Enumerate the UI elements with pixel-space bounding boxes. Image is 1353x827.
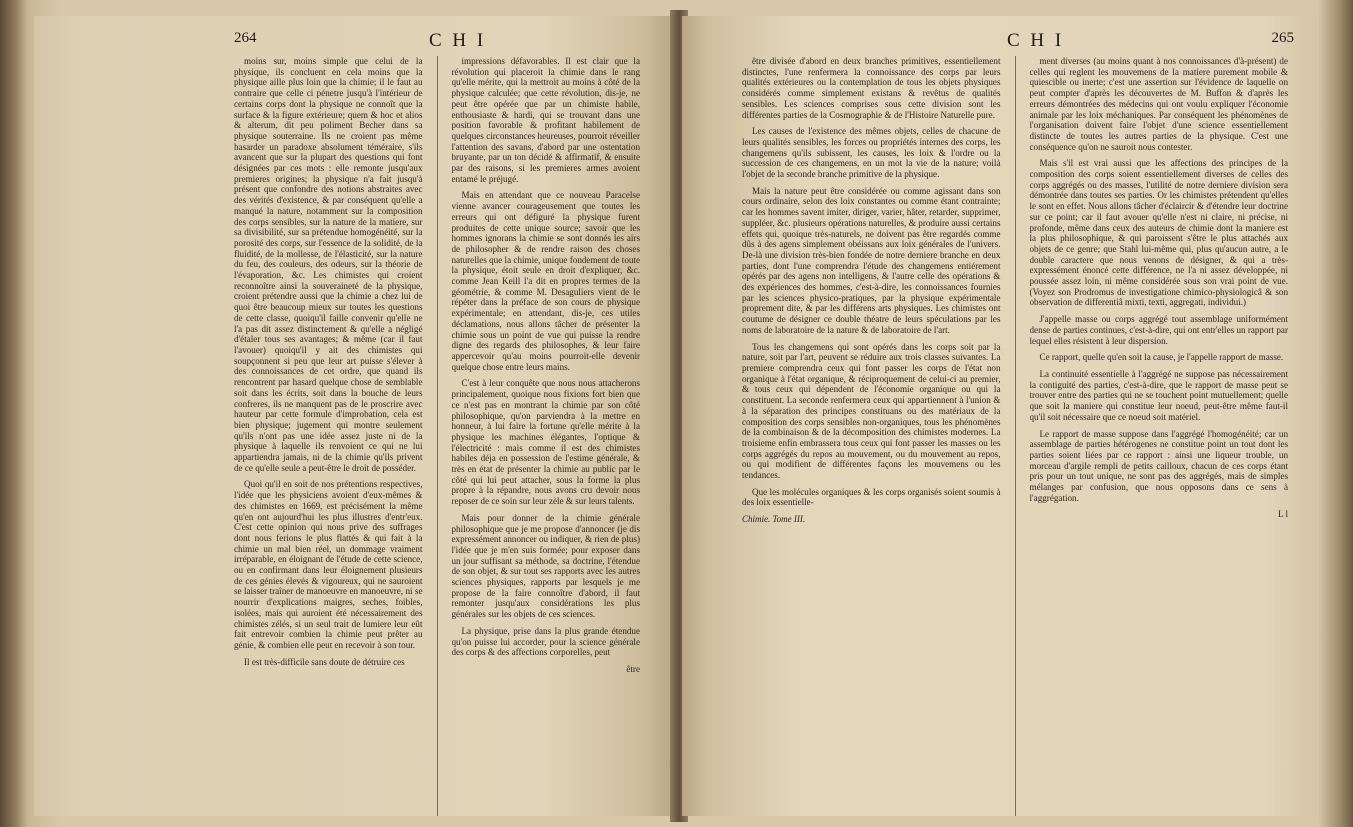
- paragraph: Tous les changemens qui sont opérés dans les corps soit par la nature, soit par l'art, peuvent se réduire aux trois classes suivantes. La premiere comprendra ceux qui font passer les corps de l'état non organique à l'état organique, & réciproquement de celui-ci au premier, & tous ceux qui dépendent de l'économie organique ou qui la constituent. La seconde renfermera ceux qui appartiennent à l'union & à la séparation des principes constituans ou des matériaux de la composition des corps sensibles non-organiques, tous les phénomènes de la combinaison & de la décomposition des chimistes modernes. La troisieme enfin embrassera tous ceux qui font passer les masses ou les corps aggrégés du repos au mouvement, ou du mouvement au repos, ou qui modifient de différentes façons les mouvemens ou les tendances.: [742, 341, 1001, 481]
- paragraph: Les causes de l'existence des mêmes objets, celles de chacune de leurs qualités sensibles, les forces ou propriétés internes des corps, les changemens qu'ils subissent, les causes, les loix & l'ordre ou la succession de ces changemens, en un mot la vie de la nature; voilà l'objet de la seconde branche primitive de la physique.: [742, 126, 1001, 180]
- paragraph: J'appelle masse ou corps aggrégé tout assemblage uniformément dense de parties continues, c'est-à-dire, qui ont entr'elles un rapport par lequel elles résistent à leur dispersion.: [1029, 314, 1288, 346]
- footer-title: Chimie. Tome III.: [742, 514, 806, 525]
- right-page-number: 265: [1271, 30, 1294, 46]
- paragraph: impressions défavorables. Il est clair que la révolution qui placeroit la chimie dans le rang qu'elle mérite, qui la mettroit au moins à côté de la physique calculée; que cette révolution, dis-je, ne peut être opérée que par un chimiste habile, enthousiaste & hardi, qui se trouvant dans une position favorable & profitant habilement de quelques circonstances heureuses, pourroit réveiller l'attention des savans, d'abord par une ostentation bruyante, par un ton décidé & affirmatif, & ensuite par des raisons, si les premieres armes avoient entamé le préjugé.: [451, 56, 640, 184]
- column-rule: [437, 56, 438, 816]
- paragraph: Ce rapport, quelle qu'en soit la cause, je l'appelle rapport de masse.: [1039, 352, 1284, 363]
- right-column-2: [1030, 56, 1289, 816]
- paragraph: Mais la nature peut être considérée ou comme agissant dans son cours ordinaire, selon des loix constantes ou comme étant contrainte; car les hommes savent imiter, diriger, varier, hâter, retarder, supprimer, suppléer, &c. plusieurs opérations naturelles, & produire aussi certains effets qui, quoique très-naturels, ne doivent pas être regardés comme dûs à des agens simplement obéissans aux loix générales de l'univers. De-là une division très-bien fondée de notre derniere branche en deux parties, dont l'une comprendra l'étude des changemens entiérement opérés par des agens non intelligens, & l'autre celle des opérations & des expériences des hommes, c'est-à-dire, les connoissances fournies par les sciences physico-pratiques, par la physique expérimentale proprement dite, & par les différens arts physiques. Les chimistes ont coutume de désigner ce double théatre de leurs spéculations par les noms de laboratoire de la nature & de laboratoire de l'art.: [742, 185, 1001, 335]
- paragraph: moins sur, moins simple que celui de la physique, ils concluent en cela moins que la physique aille plus loin que la chimie; il le faut au contraire que celle ci pénetre jusqu'à l'intérieur de certains corps dont la physique ne connoît que la surface & la figure extérieure; quem & hoc et alios & alterum, dit peu poliment Becher dans sa physique souterraine. Ils ne croient pas même hasarder un paradoxe absolument téméraire, s'ils avancent que sur la plupart des questions qui font désignées par ces mots : elle remonte jusqu'aux premieres origines; la physique n'a fait jusqu'à présent que confondre des notions abstraites avec des vérités d'existence, & par conséquent qu'elle a manqué la nature, notamment sur la composition des corps sensibles, sur la nature de la matiere, sur sa divisibilité, sur sa prétendue homogénéité, sur la porosité des corps, sur l'essence de la solidité, de la fluidité, de la mollesse, de l'élasticité, sur la nature du feu, des couleurs, des odeurs, sur la théorie de l'évaporation, &c. Les chimistes qui croient reconnoître ainsi la souveraineté de la physique, croient prétendre aussi que la chimie a chez lui de quoi être beaucoup mieux sur toutes les questions de cette classe, quoiqu'il faille convenir qu'elle ne l'a pas dit assez distinctement & qu'elle a négligé d'étaler tous ses avantages; & même (car il faut l'avouer) quoiqu'il y ait des chimistes qui soupçonnent si peu que leur art puisse s'élever à des connoissances de cet ordre, que quand ils rencontrent par hasard quelque chose de semblable soit dans les écrits, soit dans la bouche de leurs confreres, ils ne manquent pas de le proscrire avec hauteur par cette formule d'improbation, cela est bien physique; jugement qui montre seulement qu'ils n'ont pas une idée assez juste ni de la physique à laquelle ils renvoient ce qui ne lui appartiendra jamais, ni de la chimie qu'ils privent de ce qu'elle seule a peut-être le droit de posséder.: [234, 56, 423, 473]
- paragraph: être divisée d'abord en deux branches primitives, essentiellement distinctes, l'une renfermera la connoissance des corps par leurs qualités extérieures ou la contemplation de tous les objets physiques considérés comme simplement existans & revêtus de qualités sensibles. Les sciences comprises sous cette division sont les différentes parties de la Cosmographie & de l'Histoire Naturelle pure.: [742, 56, 1001, 120]
- paragraph: Mais en attendant que ce nouveau Paracelse vienne avancer courageusement que toutes les erreurs qui ont défiguré la physique furent produites de cette unique source; savoir que les hommes ignorans la chimie se sont donnés les airs de philosopher & de rendre raison des choses naturelles que la chimie, unique fondement de toute la physique, étoit seule en droit d'expliquer, &c. comme Jean Keill l'a dit en propres termes de la géométrie, & comme M. Desaguliers vient de le répéter dans la préface de son cours de physique expérimentale; en attendant, dis-je, ces utiles déclamations, nous allons tâcher de présenter la chimie sous un point de vue qui puisse la rendre digne des regards des philosophes, & leur faire appercevoir qu'au moins pourroit-elle devenir quelque chose entre leurs mains.: [451, 190, 640, 372]
- paragraph: Mais pour donner de la chimie générale philosophique que je me propose d'annoncer (je dis expressément annoncer ou indiquer, & rien de plus) l'idée que je m'en suis formée; pour exposer dans un jour suffisant sa méthode, sa doctrine, l'étendue de son objet, & sur tout ses rapports avec les autres sciences physiques, rapports par lesquels je me propose de la faire connoître d'abord, il faut remonter jusqu'aux considérations les plus générales sur les objets de ces sciences.: [451, 512, 640, 620]
- catchword: être: [626, 663, 640, 674]
- signature-mark: L l: [1277, 509, 1288, 520]
- left-page: [34, 16, 674, 816]
- paragraph: ment diverses (au moins quant à nos connoissances d'à-présent) de celles qui reglent les mouvemens de la matiere purement mobile & quiescible ou inerte; c'est une assertion sur l'évidence de laquelle on peut compter d'après les découvertes de M. Buffon & d'après les erreurs démontrées des médecins qui ont voulu expliquer l'économie animale par les loix méchaniques. Par conséquent les phénomènes de l'organisation doivent faire l'objet d'une science essentiellement distincte de toutes les autres parties de la physique. C'est une conséquence qu'on ne sauroit nous contester.: [1029, 56, 1288, 152]
- page-edge: [1317, 0, 1353, 827]
- left-columns: [234, 56, 640, 816]
- right-columns: [742, 56, 1288, 816]
- left-column-2: [452, 56, 641, 816]
- paragraph: C'est à leur conquête que nous nous attacherons principalement, quoique nous fixions fort bien que ce n'est pas en montrant la chimie par son côté philosophique, qu'on parviendra à la mettre en honneur, à lui faire la fortune qu'elle mérite à la physique les machines élégantes, l'optique & l'électricité : mais comme il est des chimistes habiles déja en possession de l'estime générale, & très en état de présenter la chimie au public par le côté qui lui peut attacher, sous la forme la plus propre à la répandre, nous avons cru devoir nous reposer de ce soin sur leur zèle & sur leurs talents.: [451, 378, 640, 507]
- right-page: [682, 16, 1318, 816]
- right-running-header: C H I: [1007, 30, 1065, 51]
- right-column-1: [742, 56, 1001, 816]
- paragraph: La continuité essentielle à l'aggrégé ne suppose pas nécessairement la contiguité des parties, c'est-à-dire, que le rapport de masse peut se trouver entre des parties qui ne se touchent point mutuellement; quelle que soit la maniere qui constitue leur noeud, peut-être même faut-il qu'il soit nécessaire que ce noeud soit matériel.: [1029, 368, 1288, 422]
- left-running-header: C H I: [429, 30, 487, 51]
- paragraph: Le rapport de masse suppose dans l'aggrégé l'homogénéité; car un assemblage de parties hétérogenes ne constitue point un tout dont les parties soient liées par ce rapport : ainsi une liqueur trouble, un morceau d'argile rempli de petits cailloux, chacun de ces corps étant pris pour un tout unique, ne sont pas des aggrégés, mais de simples mélanges par confusion, que nous opposons dans ce sens à l'aggrégation.: [1029, 428, 1288, 503]
- paragraph: Il est très-difficile sans doute de détruire ces: [244, 656, 405, 667]
- left-page-number: 264: [234, 30, 257, 46]
- paragraph: Mais s'il est vrai aussi que les affections des principes de la composition des corps soient essentiellement diverses de celles des corps aggrégés ou des masses, l'utilité de notre derniere division sera démontrée dans toutes ses parties. Or les chimistes prétendent qu'elles le sont en effet. Nous allons tâcher d'éclaircir & d'étendre leur doctrine sur ce point; car il faut avouer qu'elle n'est ni claire, ni précise, ni profonde, même dans ceux des auteurs de chimie dont la maniere est la plus philosophique, & qui paroissent s'être le plus attachés aux objets de ce genre; que Stahl lui-même qui, plus qu'aucun autre, a le double caractere que nous venons de désigner, & qui a très-expressément énoncé cette différence, ne l'a ni assez développée, ni poussée assez loin, ni même considérée sous son vrai point de vue. (Voyez son Prodromus de investigatione chimico-physiologicâ & son observation de differentiâ mixti, texti, aggregati, individui.): [1029, 158, 1288, 308]
- paragraph: La physique, prise dans la plus grande étendue qu'on puisse lui accorder, pour la science générale des corps & des affections corporelles, peut: [451, 625, 640, 658]
- left-column-1: [234, 56, 423, 816]
- signature-footer: [742, 514, 1001, 525]
- paragraph: Que les molécules organiques & les corps organisés soient soumis à des loix essentielle-: [742, 486, 1001, 508]
- column-rule: [1015, 56, 1016, 816]
- paragraph: Quoi qu'il en soit de nos prétentions respectives, l'idée que les physiciens avoient d'eux-mêmes & des chimistes en 1669, est précisément la même qu'en ont aujourd'hui les plus illustres d'entr'eux. C'est cette opinion qui nous prive des suffrages dont nous ferions le plus flattés & qui fait à la chimie un mal bien réel, un dommage vraiment irréparable, en éloignant de l'étude de cette science, ou en confirmant dans leur éloignement plusieurs de ces génies élevés & vigoureux, qui ne sauroient se laisser traîner de manoeuvre en manoeuvre, ni se nourrir d'explications maigres, seches, foibles, isolées, mais qui auroient été nécessairement des chimistes zélés, si un seul trait de lumiere leur eût fait entrevoir combien la chimie peut prêter au génie, & combien elle peut en recevoir à son tour.: [234, 479, 423, 650]
